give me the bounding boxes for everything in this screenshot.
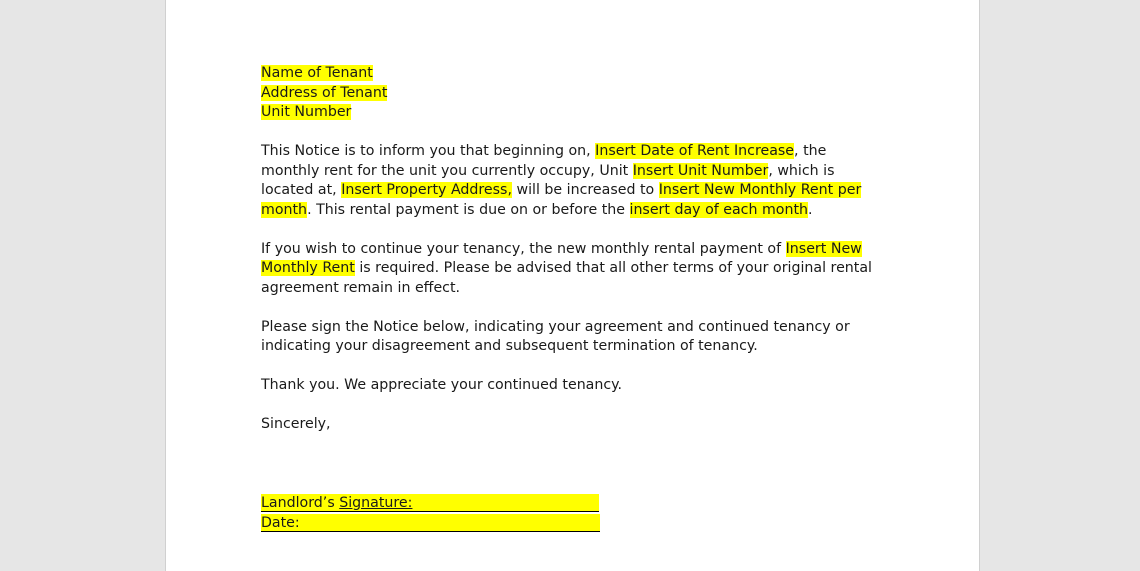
property-address-placeholder[interactable]: Insert Property Address, <box>341 182 512 198</box>
sign-instructions-paragraph: Please sign the Notice below, indicating your agreement and continued tenancy or indicating your disagreement and subsequent termination of tenancy. <box>261 318 850 354</box>
text-run: is required. Please be advised that all other terms of your original rental agreement remain in effect. <box>261 260 872 296</box>
new-rent-placeholder[interactable]: Insert New Monthly Rent per month <box>261 182 862 218</box>
text-run: . <box>808 201 813 218</box>
text-run: This Notice is to inform you that beginning on, <box>261 143 596 159</box>
letter-body <box>261 64 883 454</box>
document-page <box>165 0 980 571</box>
text-run: will be increased to <box>511 182 659 198</box>
unit-number-placeholder[interactable]: Unit Number <box>261 104 352 120</box>
signature-block <box>261 494 601 533</box>
date-label: Date: <box>261 514 300 531</box>
notice-paragraph <box>261 142 883 220</box>
landlord-signature-row[interactable] <box>261 494 601 514</box>
date-row[interactable] <box>261 514 601 534</box>
tenant-name-placeholder[interactable]: Name of Tenant <box>261 65 373 81</box>
closing-line: Sincerely, <box>261 416 331 432</box>
text-run: . This rental payment is due on or before the <box>307 201 630 218</box>
rent-increase-date-placeholder[interactable]: Insert Date of Rent Increase <box>595 143 795 159</box>
signature-label: Signature: <box>339 495 413 511</box>
text-run: If you wish to continue your tenancy, the new monthly rental payment of <box>261 240 786 257</box>
thank-you-paragraph: Thank you. We appreciate your continued tenancy. <box>261 377 623 393</box>
new-monthly-rent-placeholder[interactable]: Insert New Monthly Rent <box>261 240 862 276</box>
tenant-address-placeholder[interactable]: Address of Tenant <box>261 84 388 101</box>
due-day-placeholder[interactable]: insert day of each month <box>629 201 809 218</box>
unit-number-field[interactable]: Insert Unit Number <box>632 162 769 179</box>
landlord-label: Landlord’s <box>261 495 340 511</box>
text-run: , the monthly rent for the unit you currently occupy, Unit <box>261 143 827 179</box>
text-run: , which is located at, <box>261 162 835 198</box>
continuation-paragraph <box>261 240 883 299</box>
tenant-address-block <box>261 64 883 123</box>
